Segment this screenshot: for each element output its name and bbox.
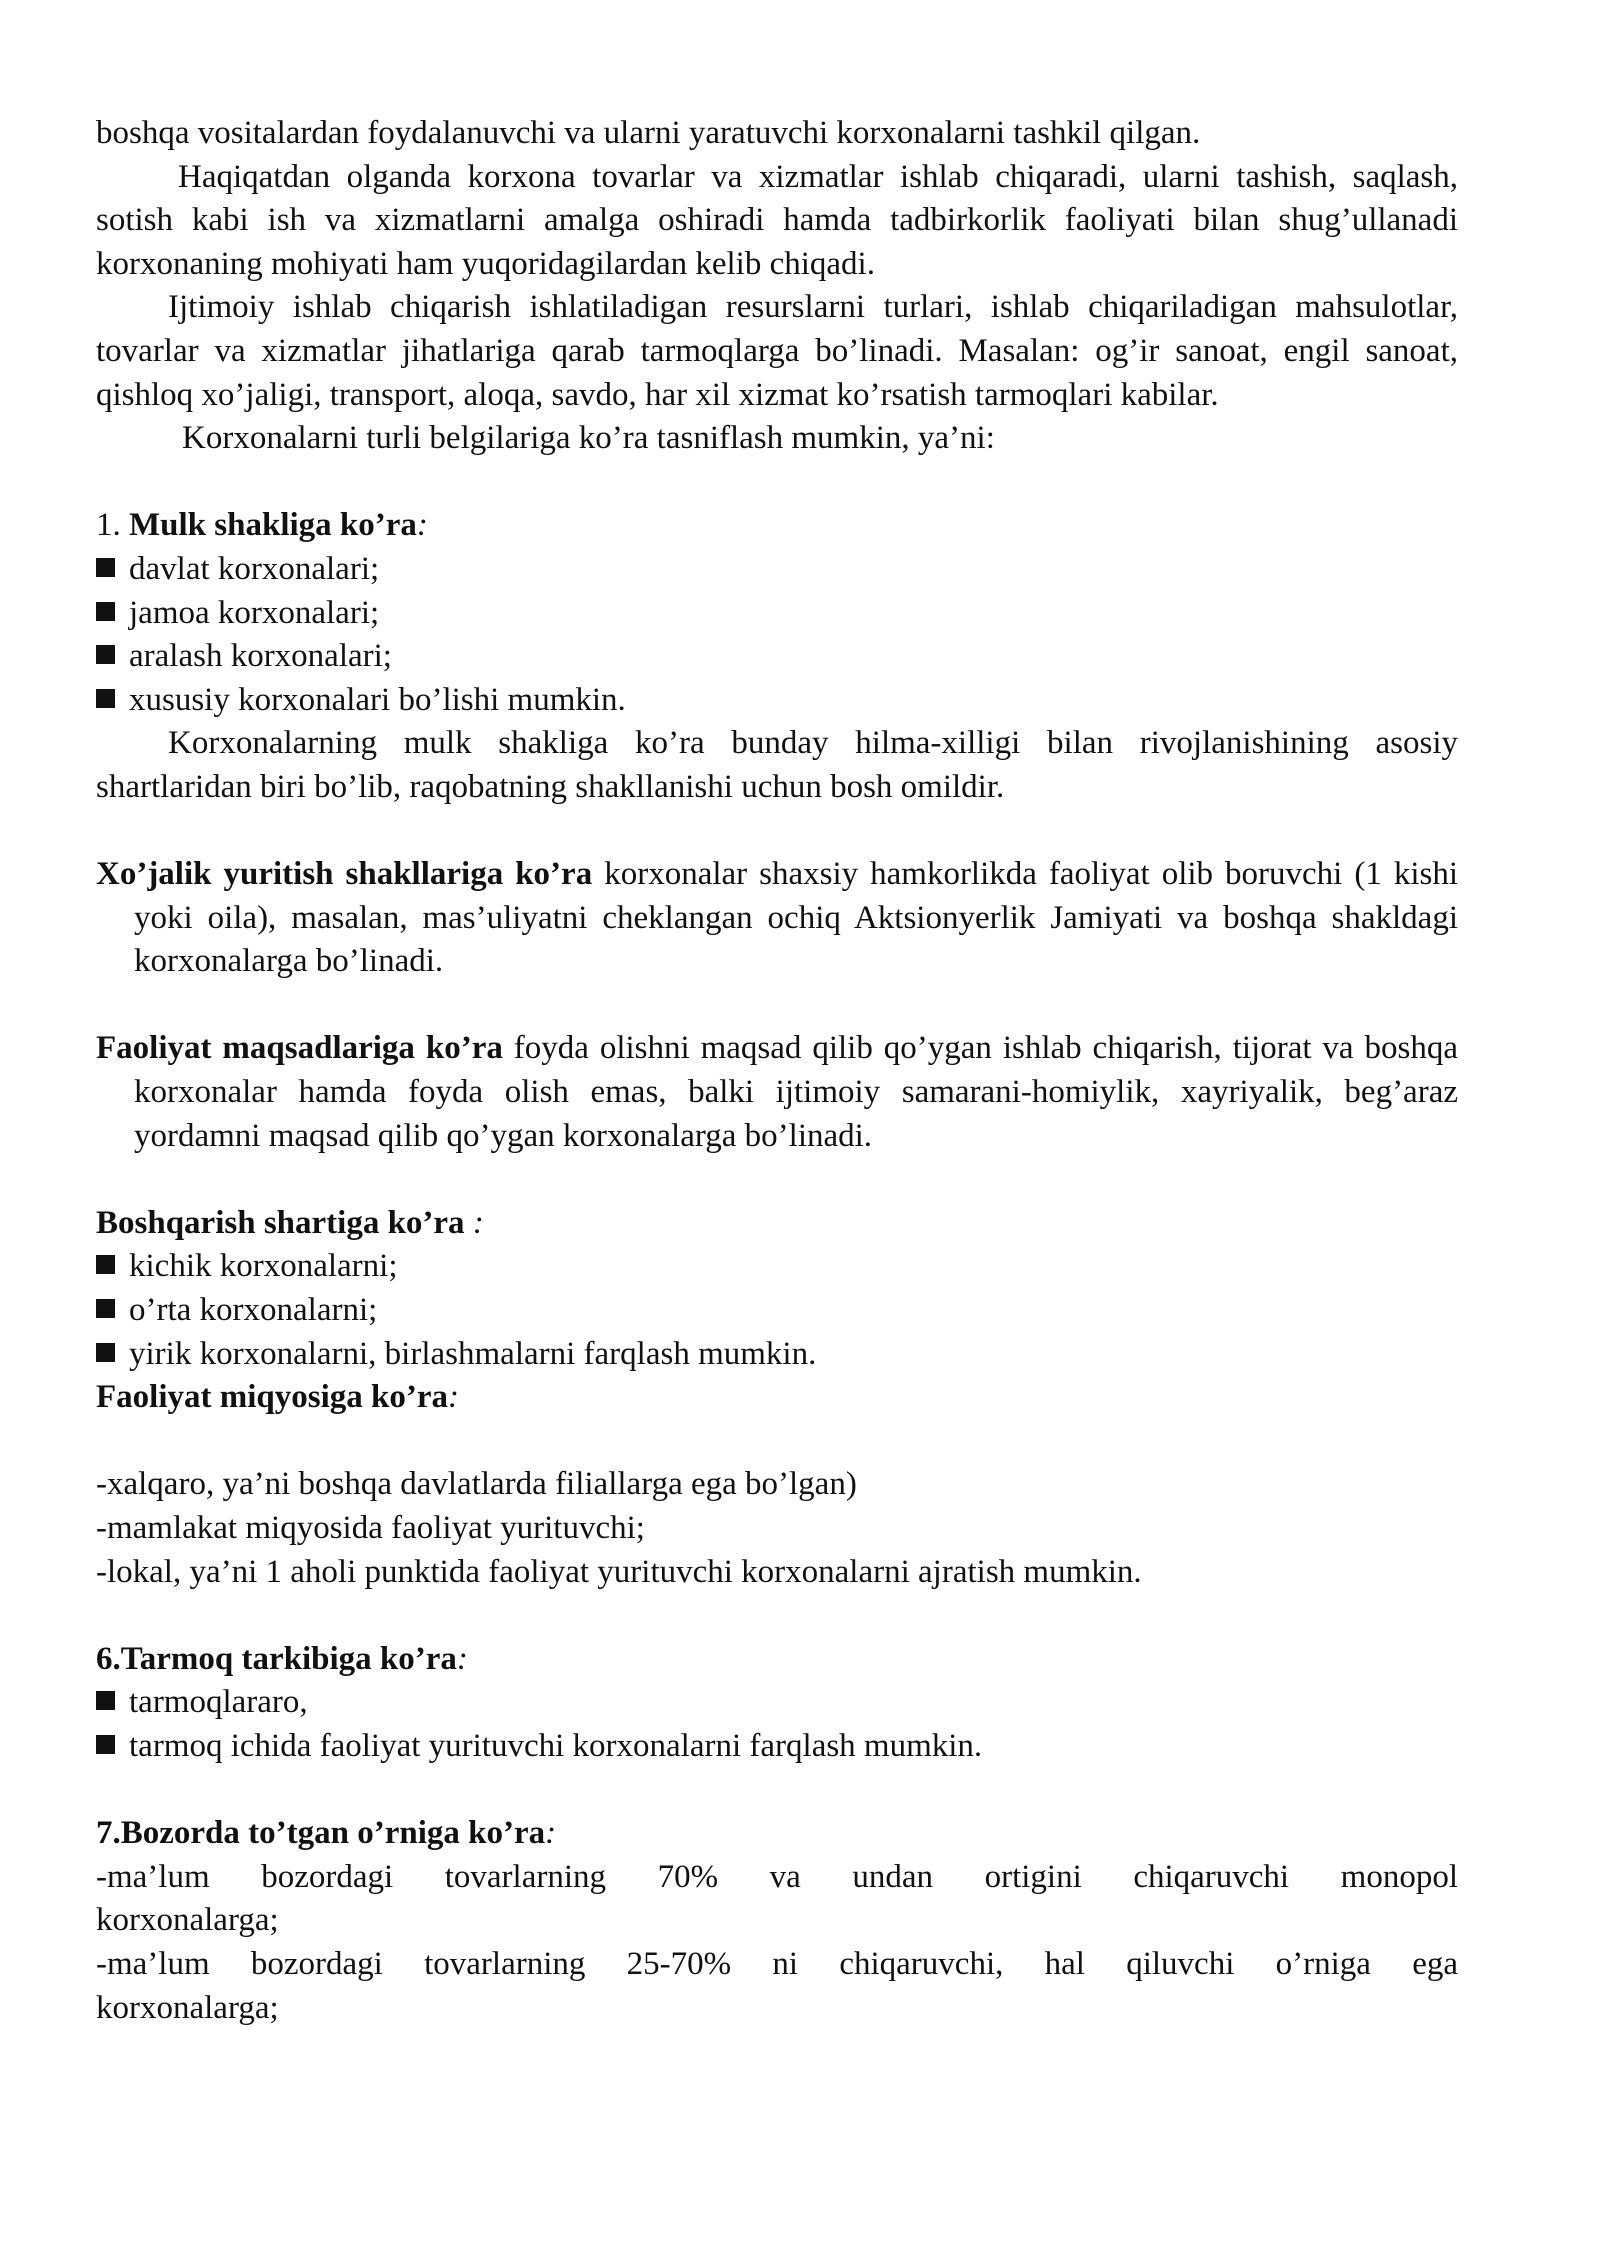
list-item-line: korxonalarga; — [96, 1989, 279, 2026]
paragraph-ijtimoiy: Ijtimoiy ishlab chiqarish ishlatiladigan resurslarni turlari, ishlab chiqariladigan mahsulotlar, tovarlar va xizmatlar jihatlariga qarab tarmoqlarga bo’linadi. Masalan: og’ir sanoat, engil sanoat, qishloq xo’jaligi, transport, aloqa, savdo, har xil xizmat ko’rsatish tarmoqlari kabilar. — [96, 289, 1458, 413]
section-4-title: Boshqarish shartiga ko’ra — [96, 1204, 473, 1241]
section-4-heading — [96, 1202, 1458, 1246]
section-2-text: korxonalar shaxsiy hamkorlikda faoliyat olib boruvchi (1 kishi yoki oila), masalan, mas’uliyatni cheklangan ochiq Aktsionyerlik Jamiyati va boshqa shakldagi korxonalarga bo’linadi. — [134, 856, 1458, 980]
list-item-text: jamoa korxonalari; — [129, 594, 380, 631]
square-bullet-icon — [96, 1343, 115, 1362]
list-item — [96, 1681, 1458, 1725]
list-item — [96, 592, 1458, 636]
section-6-heading — [96, 1638, 1458, 1682]
list-item — [96, 679, 1458, 723]
section-3-text: foyda olishni maqsad qilib qo’ygan ishlab chiqarish, tijorat va boshqa korxonalar hamda foyda olish emas, balki ijtimoiy samarani-homiylik, xayriyalik, beg’araz yordamni maqsad qilib qo’ygan korxonalarga bo’linadi. — [134, 1030, 1458, 1154]
list-item — [96, 1245, 1458, 1289]
section-7-title: 7.Bozorda to’tgan o’rniga ko’ra — [96, 1815, 546, 1852]
section-5-heading — [96, 1376, 1458, 1420]
paragraph-haqiqatdan: Haqiqatdan olganda korxona tovarlar va xizmatlar ishlab chiqaradi, ularni tashish, saqlash, sotish kabi ish va xizmatlarni amalga oshiradi hamda tadbirkorlik faoliyati bilan shug’ullanadi korxonaning mohiyati ham yuqoridagilardan kelib chiqadi. — [96, 158, 1458, 282]
spacer — [96, 1769, 1458, 1813]
list-item-line: -ma’lum bozordagi tovarlarning 70% va undan ortigini chiqaruvchi monopol — [96, 1858, 1458, 1895]
spacer — [96, 1420, 1458, 1464]
intro-line: boshqa vositalardan foydalanuvchi va ularni yaratuvchi korxonalarni tashkil qilgan. — [96, 115, 1201, 151]
list-item-text: xususiy korxonalari bo’lishi mumkin. — [129, 681, 626, 718]
section-7-colon: : — [545, 1815, 557, 1852]
square-bullet-icon — [96, 645, 115, 664]
section-1-number: 1. — [96, 507, 129, 544]
spacer — [96, 1158, 1458, 1202]
list-item: -lokal, ya’ni 1 aholi punktida faoliyat yurituvchi korxonalarni ajratish mumkin. — [96, 1553, 1142, 1590]
spacer — [96, 461, 1458, 505]
list-item — [96, 635, 1458, 679]
spacer — [96, 1594, 1458, 1638]
section-6-title: 6.Tarmoq tarkibiga ko’ra — [96, 1640, 457, 1677]
paragraph-mulk-shakli: Korxonalarning mulk shakliga ko’ra bunday hilma-xilligi bilan rivojlanishining asosiy shartlaridan biri bo’lib, raqobatning shakllanishi uchun bosh omildir. — [96, 725, 1458, 805]
list-item: -xalqaro, ya’ni boshqa davlatlarda filiallarga ega bo’lgan) — [96, 1466, 857, 1503]
spacer — [96, 810, 1458, 854]
list-item-line: korxonalarga; — [96, 1902, 279, 1939]
section-3-paragraph — [96, 1027, 1458, 1158]
section-1-heading — [96, 504, 1458, 548]
list-item-line: -ma’lum bozordagi tovarlarning 25-70% ni chiqaruvchi, hal qiluvchi o’rniga ega — [96, 1945, 1458, 1982]
list-item — [96, 1333, 1458, 1377]
list-item: -mamlakat miqyosida faoliyat yurituvchi; — [96, 1510, 645, 1546]
list-item-text: tarmoqlararo, — [129, 1684, 308, 1721]
section-3-title: Faoliyat maqsadlariga ko’ra — [96, 1030, 503, 1067]
paragraph-tasniflash: Korxonalarni turli belgilariga ko’ra tasniflash mumkin, ya’ni: — [182, 420, 995, 457]
section-1-title: Mulk shakliga ko’ra — [129, 507, 417, 544]
spacer — [96, 984, 1458, 1028]
list-item — [96, 1289, 1458, 1333]
list-item-text: yirik korxonalarni, birlashmalarni farqlash mumkin. — [129, 1335, 817, 1372]
list-item-text: aralash korxonalari; — [129, 638, 392, 675]
list-item-text: o’rta korxonalarni; — [129, 1292, 378, 1329]
section-4-colon: : — [472, 1204, 484, 1241]
list-item — [96, 548, 1458, 592]
square-bullet-icon — [96, 602, 115, 621]
list-item-text: kichik korxonalarni; — [129, 1248, 398, 1285]
square-bullet-icon — [96, 1735, 115, 1754]
square-bullet-icon — [96, 1255, 115, 1274]
section-2-title: Xo’jalik yuritish shakllariga ko’ra — [96, 856, 593, 893]
list-item-text: tarmoq ichida faoliyat yurituvchi korxonalarni farqlash mumkin. — [129, 1727, 983, 1764]
list-item-text: davlat korxonalari; — [129, 550, 380, 587]
section-2-paragraph — [96, 853, 1458, 984]
square-bullet-icon — [96, 1299, 115, 1318]
section-7-heading — [96, 1812, 1458, 1856]
document-page — [96, 112, 1458, 2030]
section-5-title: Faoliyat miqyosiga ko’ra — [96, 1379, 448, 1416]
square-bullet-icon — [96, 1691, 115, 1710]
square-bullet-icon — [96, 689, 115, 708]
square-bullet-icon — [96, 558, 115, 577]
list-item — [96, 1725, 1458, 1769]
section-6-colon: : — [456, 1640, 468, 1677]
section-1-colon: : — [416, 507, 428, 544]
section-5-colon: : — [448, 1379, 459, 1416]
